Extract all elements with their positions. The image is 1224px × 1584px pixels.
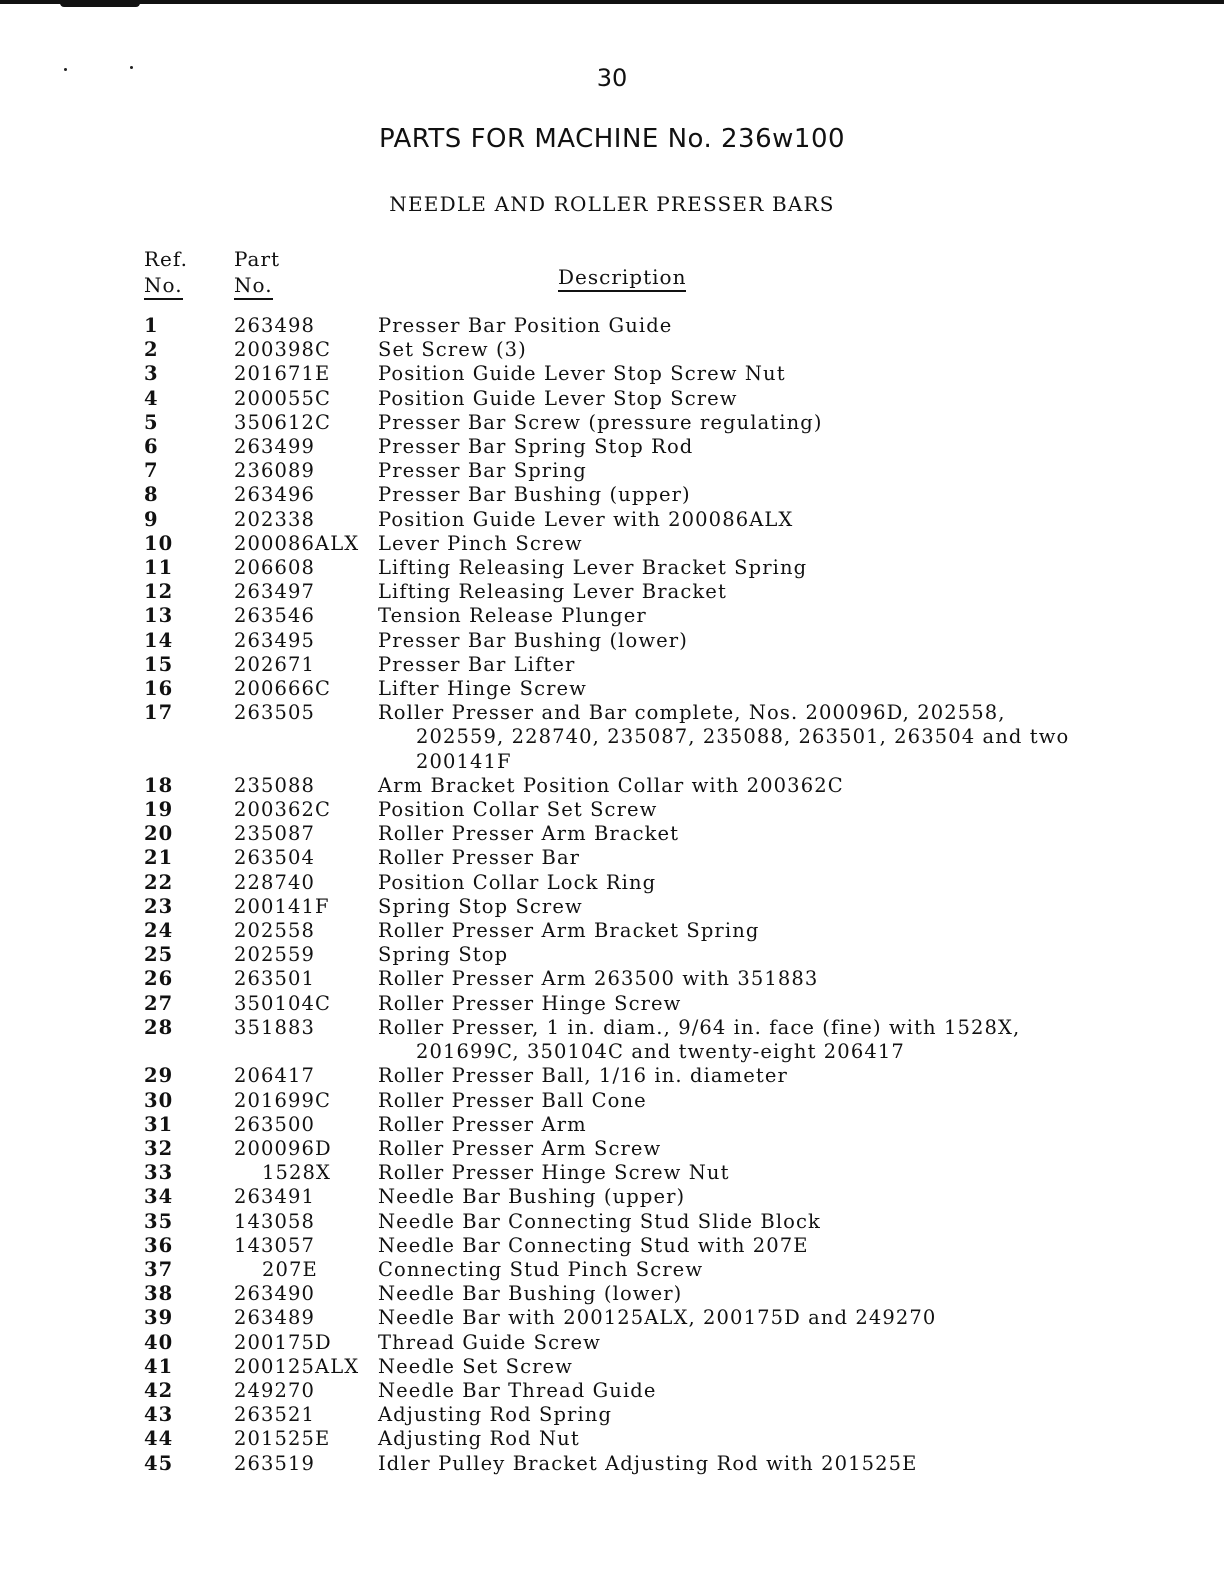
part-number: 263505 [234, 701, 316, 725]
description-text: Needle Bar Connecting Stud with 207E [378, 1233, 809, 1257]
ref-number: 16 [144, 677, 174, 701]
table-row [144, 871, 1144, 895]
ref-number: 17 [144, 701, 174, 725]
table-row [144, 387, 1144, 411]
part-number: 263501 [234, 967, 316, 991]
ref-number: 27 [144, 991, 174, 1015]
description-text: Presser Bar Spring [378, 459, 587, 483]
description-continuation: 202559, 228740, 235087, 235088, 263501, 263504 and two [416, 725, 1070, 749]
part-description [378, 1331, 1144, 1355]
ref-number: 44 [144, 1427, 174, 1451]
part-description [378, 677, 1144, 701]
table-row [144, 895, 1144, 919]
ref-number: 38 [144, 1282, 174, 1306]
header-ref-line2: No. [144, 272, 183, 300]
description-text: Lifter Hinge Screw [378, 677, 587, 701]
part-description [378, 822, 1144, 846]
part-number: 263497 [234, 580, 316, 604]
table-row [144, 580, 1144, 604]
table-row [144, 411, 1144, 435]
header-part-line2: No. [234, 272, 273, 300]
top-scan-rule [0, 0, 1224, 4]
ref-number: 23 [144, 894, 174, 918]
description-text: Lifting Releasing Lever Bracket [378, 580, 727, 604]
table-row [144, 1452, 1144, 1476]
table-row [144, 943, 1144, 967]
table-row [144, 1427, 1144, 1451]
header-description [558, 264, 686, 292]
table-row [144, 556, 1144, 580]
table-row [144, 1161, 1144, 1185]
table-row [144, 677, 1144, 701]
description-text: Spring Stop [378, 943, 509, 967]
ref-number: 12 [144, 580, 174, 604]
part-number: 200398C [234, 338, 332, 362]
part-number: 200086ALX [234, 531, 360, 555]
description-continuation: 200141F [416, 749, 512, 773]
part-description [378, 1161, 1144, 1185]
ref-number: 6 [144, 435, 159, 459]
part-number: 1528X [262, 1161, 332, 1185]
part-description [378, 895, 1144, 919]
description-text: Roller Presser and Bar complete, Nos. 200096D, 202558, [378, 701, 1006, 725]
ref-number: 1 [144, 314, 159, 337]
description-text: Lever Pinch Screw [378, 531, 583, 555]
part-description [378, 1064, 1144, 1088]
description-text: Presser Bar Bushing (lower) [378, 628, 688, 652]
ref-number: 5 [144, 410, 159, 434]
ref-number: 41 [144, 1354, 174, 1378]
table-row [144, 1306, 1144, 1330]
section-title: NEEDLE AND ROLLER PRESSER BARS [389, 192, 835, 216]
part-number: 228740 [234, 870, 316, 894]
ref-number: 10 [144, 531, 174, 555]
description-text: Needle Bar Bushing (lower) [378, 1282, 683, 1306]
table-row [144, 1137, 1144, 1161]
ref-number: 19 [144, 798, 174, 822]
table-row [144, 919, 1144, 943]
part-description [378, 508, 1144, 532]
ref-number: 20 [144, 822, 174, 846]
table-row [144, 1379, 1144, 1403]
part-number: 200096D [234, 1136, 332, 1160]
ref-number: 28 [144, 1015, 174, 1039]
description-text: Position Guide Lever Stop Screw Nut [378, 362, 786, 386]
description-text: Presser Bar Position Guide [378, 314, 673, 337]
description-text: Roller Presser Hinge Screw Nut [378, 1161, 730, 1185]
ref-number: 26 [144, 967, 174, 991]
part-number: 200141F [234, 894, 330, 918]
description-continuation: 201699C, 350104C and twenty-eight 206417 [416, 1040, 905, 1064]
ref-number: 21 [144, 846, 174, 870]
part-number: 235087 [234, 822, 316, 846]
description-text: Tension Release Plunger [378, 604, 647, 628]
part-description [378, 314, 1144, 338]
ref-number: 36 [144, 1233, 174, 1257]
part-description [378, 604, 1144, 628]
ref-number: 9 [144, 507, 159, 531]
part-number: 263500 [234, 1112, 316, 1136]
table-row [144, 846, 1144, 870]
part-description [378, 1403, 1144, 1427]
table-row [144, 1210, 1144, 1234]
part-number: 263504 [234, 846, 316, 870]
part-number: 206608 [234, 556, 316, 580]
table-row [144, 508, 1144, 532]
part-description [378, 532, 1144, 556]
part-description [378, 1306, 1144, 1330]
description-text: Needle Bar Thread Guide [378, 1378, 657, 1402]
part-number: 350104C [234, 991, 332, 1015]
table-row [144, 822, 1144, 846]
part-number: 249270 [234, 1378, 316, 1402]
table-row [144, 798, 1144, 822]
part-description [378, 943, 1144, 967]
part-number: 202671 [234, 652, 316, 676]
part-number: 263490 [234, 1282, 316, 1306]
description-text: Set Screw (3) [378, 338, 527, 362]
ref-number: 31 [144, 1112, 174, 1136]
part-description [378, 1016, 1144, 1064]
description-text: Needle Set Screw [378, 1354, 573, 1378]
part-description [378, 992, 1144, 1016]
part-number: 235088 [234, 773, 316, 797]
part-number: 263489 [234, 1306, 316, 1330]
part-description [378, 1234, 1144, 1258]
part-number: 263491 [234, 1185, 316, 1209]
top-scan-mark [60, 0, 140, 7]
header-part-line1: Part [234, 247, 281, 271]
description-text: Adjusting Rod Nut [378, 1427, 580, 1451]
description-text: Roller Presser Ball Cone [378, 1088, 647, 1112]
table-row [144, 362, 1144, 386]
part-description [378, 1427, 1144, 1451]
description-text: Needle Bar Connecting Stud Slide Block [378, 1209, 821, 1233]
description-text: Presser Bar Screw (pressure regulating) [378, 410, 823, 434]
part-number: 263546 [234, 604, 316, 628]
description-text: Adjusting Rod Spring [378, 1403, 613, 1427]
part-number: 206417 [234, 1064, 316, 1088]
part-description [378, 701, 1144, 774]
description-text: Presser Bar Spring Stop Rod [378, 435, 694, 459]
ref-number: 7 [144, 459, 159, 483]
part-number: 201671E [234, 362, 331, 386]
description-text: Needle Bar Bushing (upper) [378, 1185, 686, 1209]
part-number: 263499 [234, 435, 316, 459]
part-number: 143058 [234, 1209, 316, 1233]
description-text: Roller Presser Hinge Screw [378, 991, 682, 1015]
ref-number: 40 [144, 1330, 174, 1354]
ref-number: 39 [144, 1306, 174, 1330]
part-number: 207E [262, 1257, 318, 1281]
ref-number: 18 [144, 773, 174, 797]
part-number: 201525E [234, 1427, 331, 1451]
description-text: Roller Presser Arm Screw [378, 1136, 662, 1160]
part-number: 201699C [234, 1088, 332, 1112]
part-description [378, 871, 1144, 895]
header-ref-no [144, 246, 188, 300]
description-text: Roller Presser Arm Bracket [378, 822, 680, 846]
table-row [144, 1258, 1144, 1282]
part-number: 202559 [234, 943, 316, 967]
ref-number: 35 [144, 1209, 174, 1233]
part-description [378, 1137, 1144, 1161]
part-description [378, 580, 1144, 604]
description-text: Thread Guide Screw [378, 1330, 601, 1354]
table-row [144, 992, 1144, 1016]
part-description [378, 629, 1144, 653]
part-number: 202558 [234, 919, 316, 943]
part-description [378, 1185, 1144, 1209]
ref-number: 8 [144, 483, 159, 507]
description-text: Position Guide Lever with 200086ALX [378, 507, 794, 531]
ref-number: 42 [144, 1378, 174, 1402]
header-description-label: Description [558, 264, 686, 292]
description-text: Idler Pulley Bracket Adjusting Rod with 201525E [378, 1451, 918, 1475]
description-text: Roller Presser Ball, 1/16 in. diameter [378, 1064, 788, 1088]
part-description [378, 798, 1144, 822]
description-text: Position Collar Set Screw [378, 798, 658, 822]
table-row [144, 459, 1144, 483]
description-text: Roller Presser, 1 in. diam., 9/64 in. face (fine) with 1528X, [378, 1015, 1021, 1039]
part-description [378, 338, 1144, 362]
ref-number: 43 [144, 1403, 174, 1427]
part-description [378, 1089, 1144, 1113]
table-row [144, 338, 1144, 362]
part-number: 200175D [234, 1330, 332, 1354]
ref-number: 14 [144, 628, 174, 652]
part-description [378, 362, 1144, 386]
table-row [144, 1016, 1144, 1064]
part-description [378, 846, 1144, 870]
parts-list [144, 314, 1144, 1476]
table-row [144, 653, 1144, 677]
table-row [144, 532, 1144, 556]
part-number: 263498 [234, 314, 316, 337]
part-description [378, 653, 1144, 677]
description-text: Connecting Stud Pinch Screw [378, 1257, 704, 1281]
description-text: Position Guide Lever Stop Screw [378, 386, 738, 410]
ref-number: 34 [144, 1185, 174, 1209]
table-row [144, 1355, 1144, 1379]
table-row [144, 1331, 1144, 1355]
table-row [144, 629, 1144, 653]
part-description [378, 556, 1144, 580]
part-number: 351883 [234, 1015, 316, 1039]
ref-number: 11 [144, 556, 174, 580]
table-row [144, 1185, 1144, 1209]
table-row [144, 1064, 1144, 1088]
part-description [378, 1113, 1144, 1137]
part-description [378, 459, 1144, 483]
part-number: 200362C [234, 798, 332, 822]
table-row [144, 483, 1144, 507]
table-row [144, 1234, 1144, 1258]
table-row [144, 774, 1144, 798]
ref-number: 37 [144, 1257, 174, 1281]
part-number: 200055C [234, 386, 332, 410]
ref-number: 22 [144, 870, 174, 894]
ref-number: 30 [144, 1088, 174, 1112]
part-number: 200666C [234, 677, 332, 701]
table-row [144, 967, 1144, 991]
part-description [378, 435, 1144, 459]
description-text: Spring Stop Screw [378, 894, 583, 918]
part-number: 202338 [234, 507, 316, 531]
ref-number: 13 [144, 604, 174, 628]
table-row [144, 435, 1144, 459]
table-row [144, 314, 1144, 338]
ref-number: 2 [144, 338, 159, 362]
description-text: Roller Presser Bar [378, 846, 581, 870]
table-row [144, 604, 1144, 628]
part-description [378, 1379, 1144, 1403]
part-description [378, 483, 1144, 507]
description-text: Roller Presser Arm [378, 1112, 587, 1136]
part-description [378, 967, 1144, 991]
ref-number: 32 [144, 1136, 174, 1160]
table-row [144, 1089, 1144, 1113]
part-description [378, 1258, 1144, 1282]
part-number: 350612C [234, 410, 332, 434]
page-title: PARTS FOR MACHINE No. 236w100 [378, 124, 846, 154]
description-text: Presser Bar Lifter [378, 652, 576, 676]
ref-number: 29 [144, 1064, 174, 1088]
description-text: Roller Presser Arm 263500 with 351883 [378, 967, 819, 991]
ref-number: 45 [144, 1451, 174, 1475]
table-row [144, 701, 1144, 774]
description-text: Needle Bar with 200125ALX, 200175D and 249270 [378, 1306, 937, 1330]
part-description [378, 1355, 1144, 1379]
part-number: 263495 [234, 628, 316, 652]
description-text: Position Collar Lock Ring [378, 870, 657, 894]
part-description [378, 1282, 1144, 1306]
header-part-no [234, 246, 280, 300]
part-number: 200125ALX [234, 1354, 360, 1378]
description-text: Roller Presser Arm Bracket Spring [378, 919, 760, 943]
description-text: Arm Bracket Position Collar with 200362C [378, 773, 844, 797]
page-number: 30 [596, 64, 628, 92]
table-row [144, 1113, 1144, 1137]
part-number: 236089 [234, 459, 316, 483]
description-text: Lifting Releasing Lever Bracket Spring [378, 556, 808, 580]
ref-number: 4 [144, 386, 159, 410]
ref-number: 15 [144, 652, 174, 676]
ref-number: 24 [144, 919, 174, 943]
ref-number: 33 [144, 1161, 174, 1185]
part-description [378, 919, 1144, 943]
table-row [144, 1282, 1144, 1306]
part-description [378, 411, 1144, 435]
part-description [378, 1210, 1144, 1234]
part-number: 143057 [234, 1233, 316, 1257]
part-description [378, 774, 1144, 798]
table-row [144, 1403, 1144, 1427]
ref-number: 3 [144, 362, 159, 386]
part-description [378, 387, 1144, 411]
part-number: 263519 [234, 1451, 316, 1475]
description-text: Presser Bar Bushing (upper) [378, 483, 691, 507]
part-number: 263496 [234, 483, 316, 507]
part-number: 263521 [234, 1403, 316, 1427]
header-ref-line1: Ref. [144, 247, 188, 271]
ref-number: 25 [144, 943, 174, 967]
part-description [378, 1452, 1144, 1476]
